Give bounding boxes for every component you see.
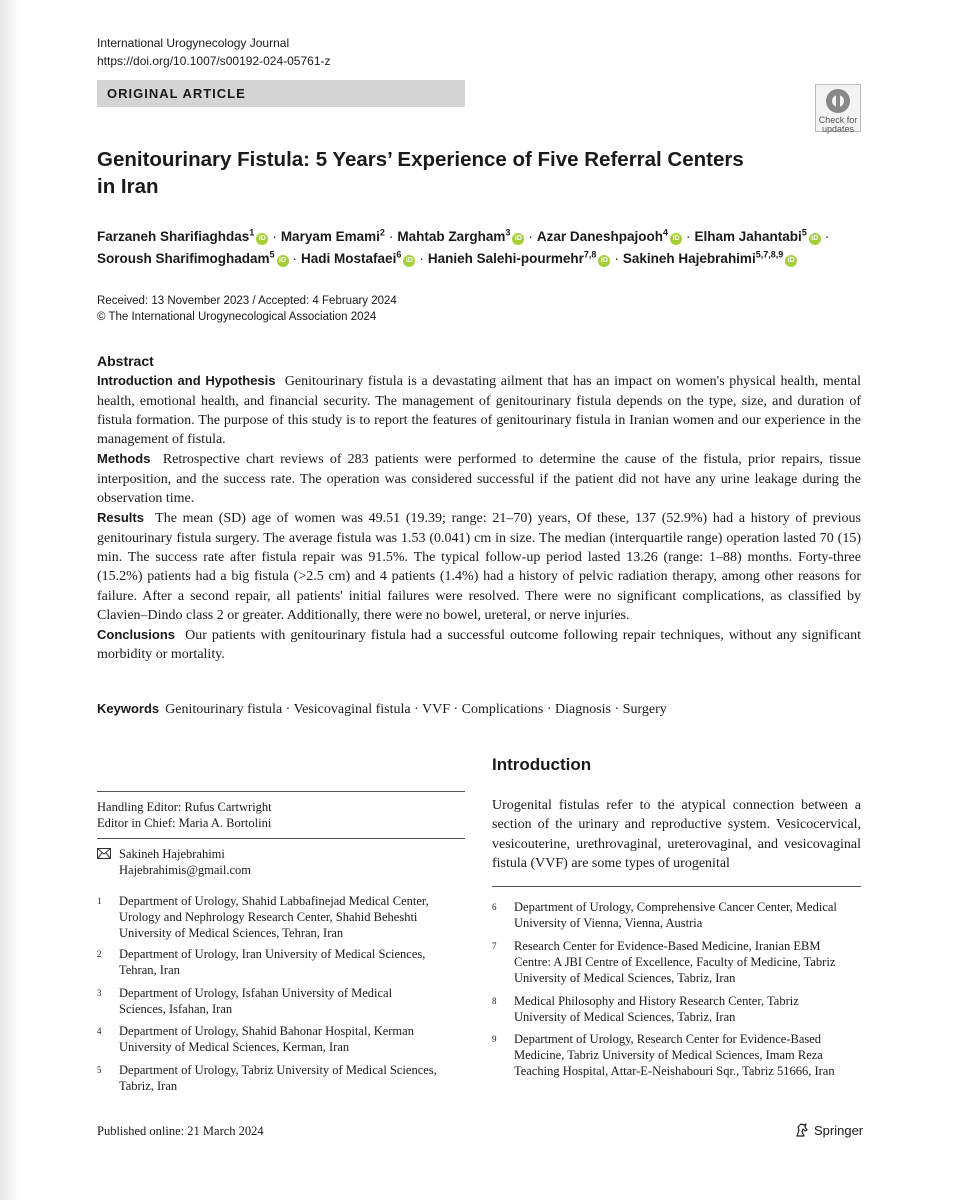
orcid-icon[interactable]: iD — [256, 233, 268, 245]
title-line-1: Genitourinary Fistula: 5 Years’ Experience of Five Referral Centers — [97, 148, 744, 171]
corresponding-name: Sakineh Hajebrahimi — [119, 847, 225, 861]
journal-header — [97, 34, 331, 70]
introduction-heading: Introduction — [492, 755, 592, 774]
abstract-introduction: Introduction and Hypothesis Genitourinary fistula is a devastating ailment that has an impact on women's physical health, mental health, emotional health, and financial security. The management of genitourinary fistula depends on the type, size, and duration of fistula formation. The purpose of this study is to report the features of genitourinary fistula in Iranian women and our experience in the management of fistula. — [97, 373, 861, 448]
springer-logo — [794, 1122, 863, 1138]
received-accepted: Received: 13 November 2023 / Accepted: 4 February 2024 — [97, 295, 397, 307]
affiliation: 6 Department of Urology, Comprehensive Cancer Center, Medical University of Vienna, Vienna, Austria — [492, 900, 837, 930]
author[interactable]: Hanieh Salehi-pourmehr$^{7,8}$iD — [428, 251, 611, 266]
mail-icon — [97, 848, 111, 859]
orcid-icon[interactable]: iD — [598, 255, 610, 267]
abstract-methods: Methods Retrospective chart reviews of 283 patients were performed to determine the cause of the fistula, prior repairs, tissue interposition, and the success rate. The operation was considered successful if the patient did not have any urine leakage during the observation time. — [97, 451, 861, 507]
doi-link[interactable]: https://doi.org/10.1007/s00192-024-05761-z — [97, 54, 331, 68]
keywords-label: Keywords — [97, 701, 160, 716]
check-updates-icon — [824, 88, 852, 114]
author[interactable]: Sakineh Hajebrahimi$^{5,7,8,9}$iD — [623, 251, 797, 266]
affiliation: 4 Department of Urology, Shahid Bahonar Hospital, Kerman University of Medical Sciences, Kerman, Iran — [97, 1024, 414, 1054]
orcid-icon[interactable]: iD — [785, 255, 797, 267]
orcid-icon[interactable]: iD — [512, 233, 524, 245]
published-online: Published online: 21 March 2024 — [97, 1124, 264, 1138]
springer-horse-icon — [794, 1122, 810, 1138]
abstract-label: Conclusions — [97, 627, 176, 643]
affiliation: 9 Department of Urology, Research Center for Evidence-Based Medicine, Tabriz University of Medical Sciences, Imam Reza Teaching Hospital, Attar-E-Neishabouri Sqr., Tabriz 51666, Iran — [492, 1032, 835, 1078]
page-edge-shadow — [0, 0, 22, 1200]
abstract — [97, 352, 861, 665]
journal-name: International Urogynecology Journal — [97, 36, 290, 50]
orcid-icon[interactable]: iD — [670, 233, 682, 245]
affiliation: 2 Department of Urology, Iran University of Medical Sciences, Tehran, Iran — [97, 947, 426, 977]
author[interactable]: Mahtab Zargham$^3$iD — [397, 229, 524, 244]
article-title — [97, 146, 817, 200]
article-type-banner: ORIGINAL ARTICLE — [97, 80, 465, 107]
affiliation: 1 Department of Urology, Shahid Labbafinejad Medical Center, Urology and Nephrology Research Center, Shahid Beheshti University of Medical Sciences, Tehran, Iran — [97, 894, 429, 940]
author[interactable]: Soroush Sharifimoghadam$^5$iD — [97, 251, 289, 266]
affiliation: 7 Research Center for Evidence-Based Medicine, Iranian EBM Centre: A JBI Centre of Excellence, Faculty of Medicine, Tabriz University of Medical Sciences, Tabriz, Iran — [492, 939, 836, 985]
affiliation: 8 Medical Philosophy and History Research Center, Tabriz University of Medical Sciences, Tabriz, Iran — [492, 994, 799, 1024]
keywords — [97, 699, 861, 719]
abstract-label: Results — [97, 510, 144, 526]
keywords-text: Genitourinary fistula · Vesicovaginal fistula · VVF · Complications · Diagnosis · Surgery — [165, 702, 667, 717]
abstract-conclusions: Conclusions Our patients with genitourinary fistula had a successful outcome following repair techniques, without any significant morbidity or mortality. — [97, 627, 862, 663]
author[interactable]: Farzaneh Sharifiaghdas$^1$iD — [97, 229, 268, 244]
author[interactable]: Azar Daneshpajooh$^4$iD — [537, 229, 682, 244]
footnote-rule-right — [492, 886, 861, 887]
abstract-label: Introduction and Hypothesis — [97, 373, 276, 389]
check-updates-line1: Check for — [818, 115, 858, 125]
copyright: © The International Urogynecological Association 2024 — [97, 311, 377, 323]
corresponding-email[interactable]: Hajebrahimis@gmail.com — [119, 863, 251, 877]
editor-in-chief: Editor in Chief: Maria A. Bortolini — [97, 816, 272, 830]
abstract-results: Results The mean (SD) age of women was 49.51 (19.39; range: 21–70) years, Of these, 137 (52.9%) had a history of previous genitourinary fistula surgery. The average fistula was 1.53 (0.041) cm in size. The median (interquartile range) operation lasted 70 (15) min. The success rate after fistula repair was 91.5%. The typical follow-up period lasted 13.26 (range: 1–88) months. Forty-three (15.2%) patients had a big fistula (>2.5 cm) and 4 patients (1.4%) had a history of pelvic radiation therapy, among other reasons for failure. After a second repair, all patients' initial failures were resolved. There were no significant complications, as classified by Clavien–Dindo class 2 or greater. Additionally, there were no bowel, ureteral, or nerve injuries. — [97, 510, 861, 623]
author[interactable]: Elham Jahantabi$^5$iD — [694, 229, 820, 244]
check-updates-line2: updates — [821, 124, 855, 134]
publisher-name: Springer — [814, 1122, 864, 1138]
title-line-2: in Iran — [97, 175, 159, 198]
editors-block — [97, 799, 272, 831]
abstract-heading: Abstract — [97, 353, 154, 369]
corresponding-author — [97, 846, 251, 878]
handling-editor: Handling Editor: Rufus Cartwright — [97, 800, 272, 814]
dates-block — [97, 293, 397, 325]
author[interactable]: Maryam Emami$^2$ — [280, 227, 385, 244]
footnote-rule-mid — [97, 838, 465, 839]
orcid-icon[interactable]: iD — [809, 233, 821, 245]
footnote-rule-top — [97, 791, 465, 792]
check-for-updates-badge[interactable] — [815, 84, 861, 132]
author[interactable]: Hadi Mostafaei$^6$iD — [301, 251, 415, 266]
abstract-label: Methods — [97, 451, 151, 467]
orcid-icon[interactable]: iD — [277, 255, 289, 267]
affiliation: 3 Department of Urology, Isfahan University of Medical Sciences, Isfahan, Iran — [97, 986, 393, 1016]
affiliation: 5 Department of Urology, Tabriz University of Medical Sciences, Tabriz, Iran — [97, 1063, 437, 1093]
orcid-icon[interactable]: iD — [403, 255, 415, 267]
introduction-text: Urogenital fistulas refer to the atypical connection between a section of the urinary and reproductive system. Vesicocervical, vesicouterine, urethrovaginal, ureterovaginal, and vesicovaginal fistula (VVF) are some types of urogenital — [492, 798, 861, 871]
author-list: Farzaneh Sharifiaghdas$^1$iD · Maryam Emami$^2$ · Mahtab Zargham$^3$iD · Azar Daneshpajooh$^4$iD · Elham Jahantabi$^5$iD · Soroush Sharifimoghadam$^5$iD · Hadi Mostafaei$^6$iD · Hanieh Salehi-pourmehr$^{7,8}$iD · Sakineh Hajebrahimi$^{5,7,8,9}$iD — [97, 227, 830, 266]
